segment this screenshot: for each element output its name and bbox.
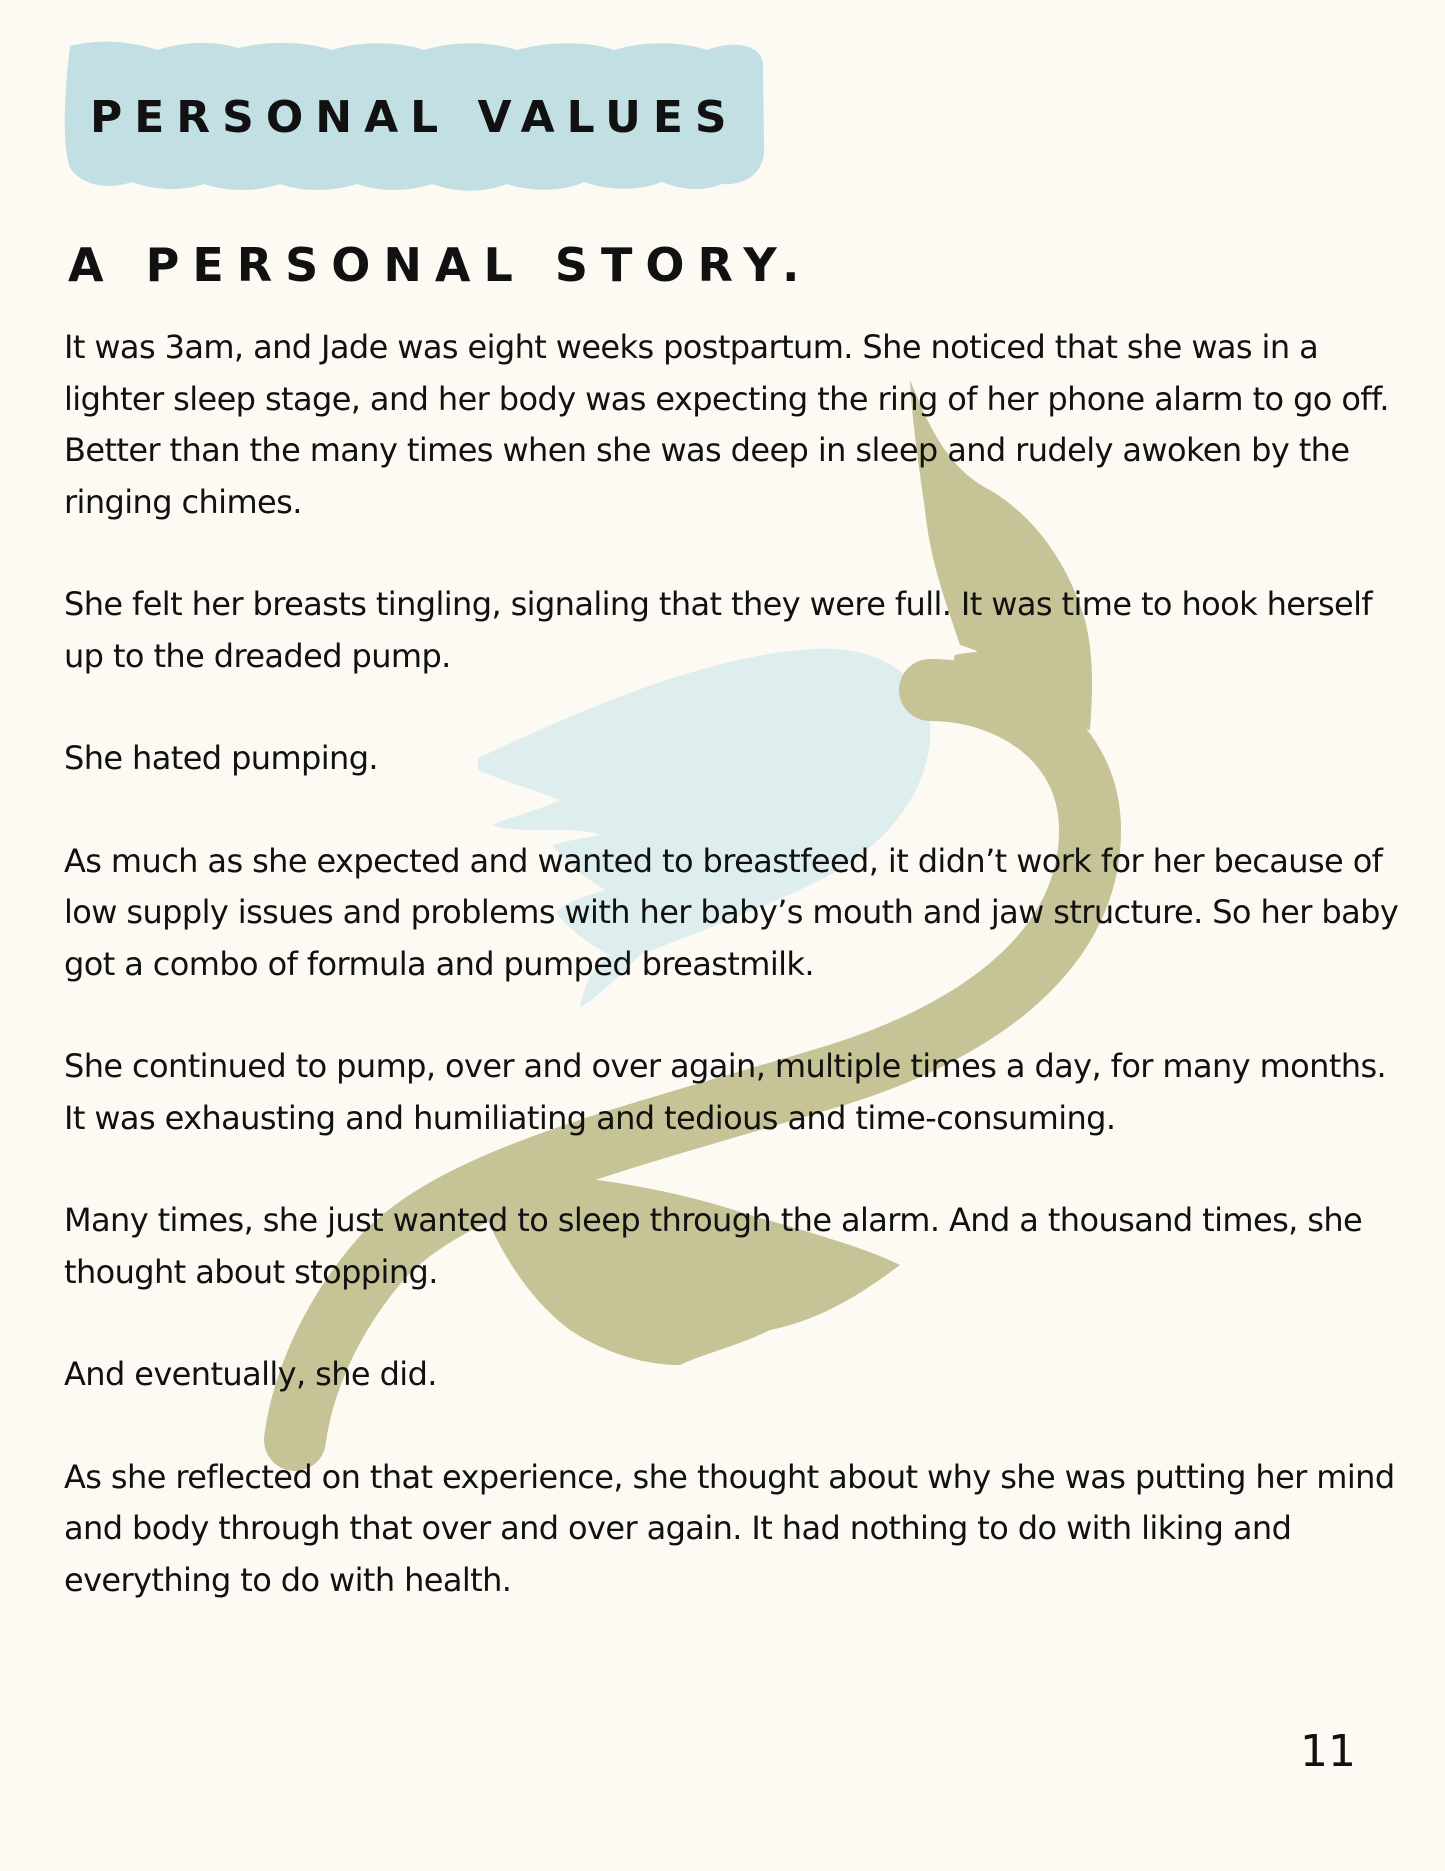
story-paragraph: She hated pumping. xyxy=(64,739,378,777)
section-header xyxy=(62,36,768,196)
story-paragraph: It was 3am, and Jade was eight weeks postpartum. She noticed that she was in a lighter sleep stage, and her body was expecting the ring of her phone alarm to go off. Better than the many times when she was deep in sleep and rudely awoken by the ringing chimes. xyxy=(64,328,1389,521)
story-paragraph: As much as she expected and wanted to breastfeed, it didn’t work for her because of low supply issues and problems with her baby’s mouth and jaw structure. So her baby got a combo of formula and pumped breastmilk. xyxy=(64,841,1399,983)
section-title: PERSONAL VALUES xyxy=(90,92,739,143)
page-number: 11 xyxy=(1300,1726,1356,1777)
story-paragraph: As she reflected on that experience, she thought about why she was putting her mind and body through that over and over again. It had nothing to do with liking and everything to do with health. xyxy=(64,1457,1395,1599)
story-body xyxy=(64,322,1404,1657)
story-heading: A PERSONAL STORY. xyxy=(68,238,813,292)
story-paragraph: She felt her breasts tingling, signaling that they were full. It was time to hook herself up to the dreaded pump. xyxy=(64,585,1373,675)
story-paragraph: Many times, she just wanted to sleep through the alarm. And a thousand times, she thought about stopping. xyxy=(64,1201,1363,1291)
story-paragraph: And eventually, she did. xyxy=(64,1355,437,1393)
story-paragraph: She continued to pump, over and over again, multiple times a day, for many months. It was exhausting and humiliating and tedious and time-consuming. xyxy=(64,1047,1387,1137)
